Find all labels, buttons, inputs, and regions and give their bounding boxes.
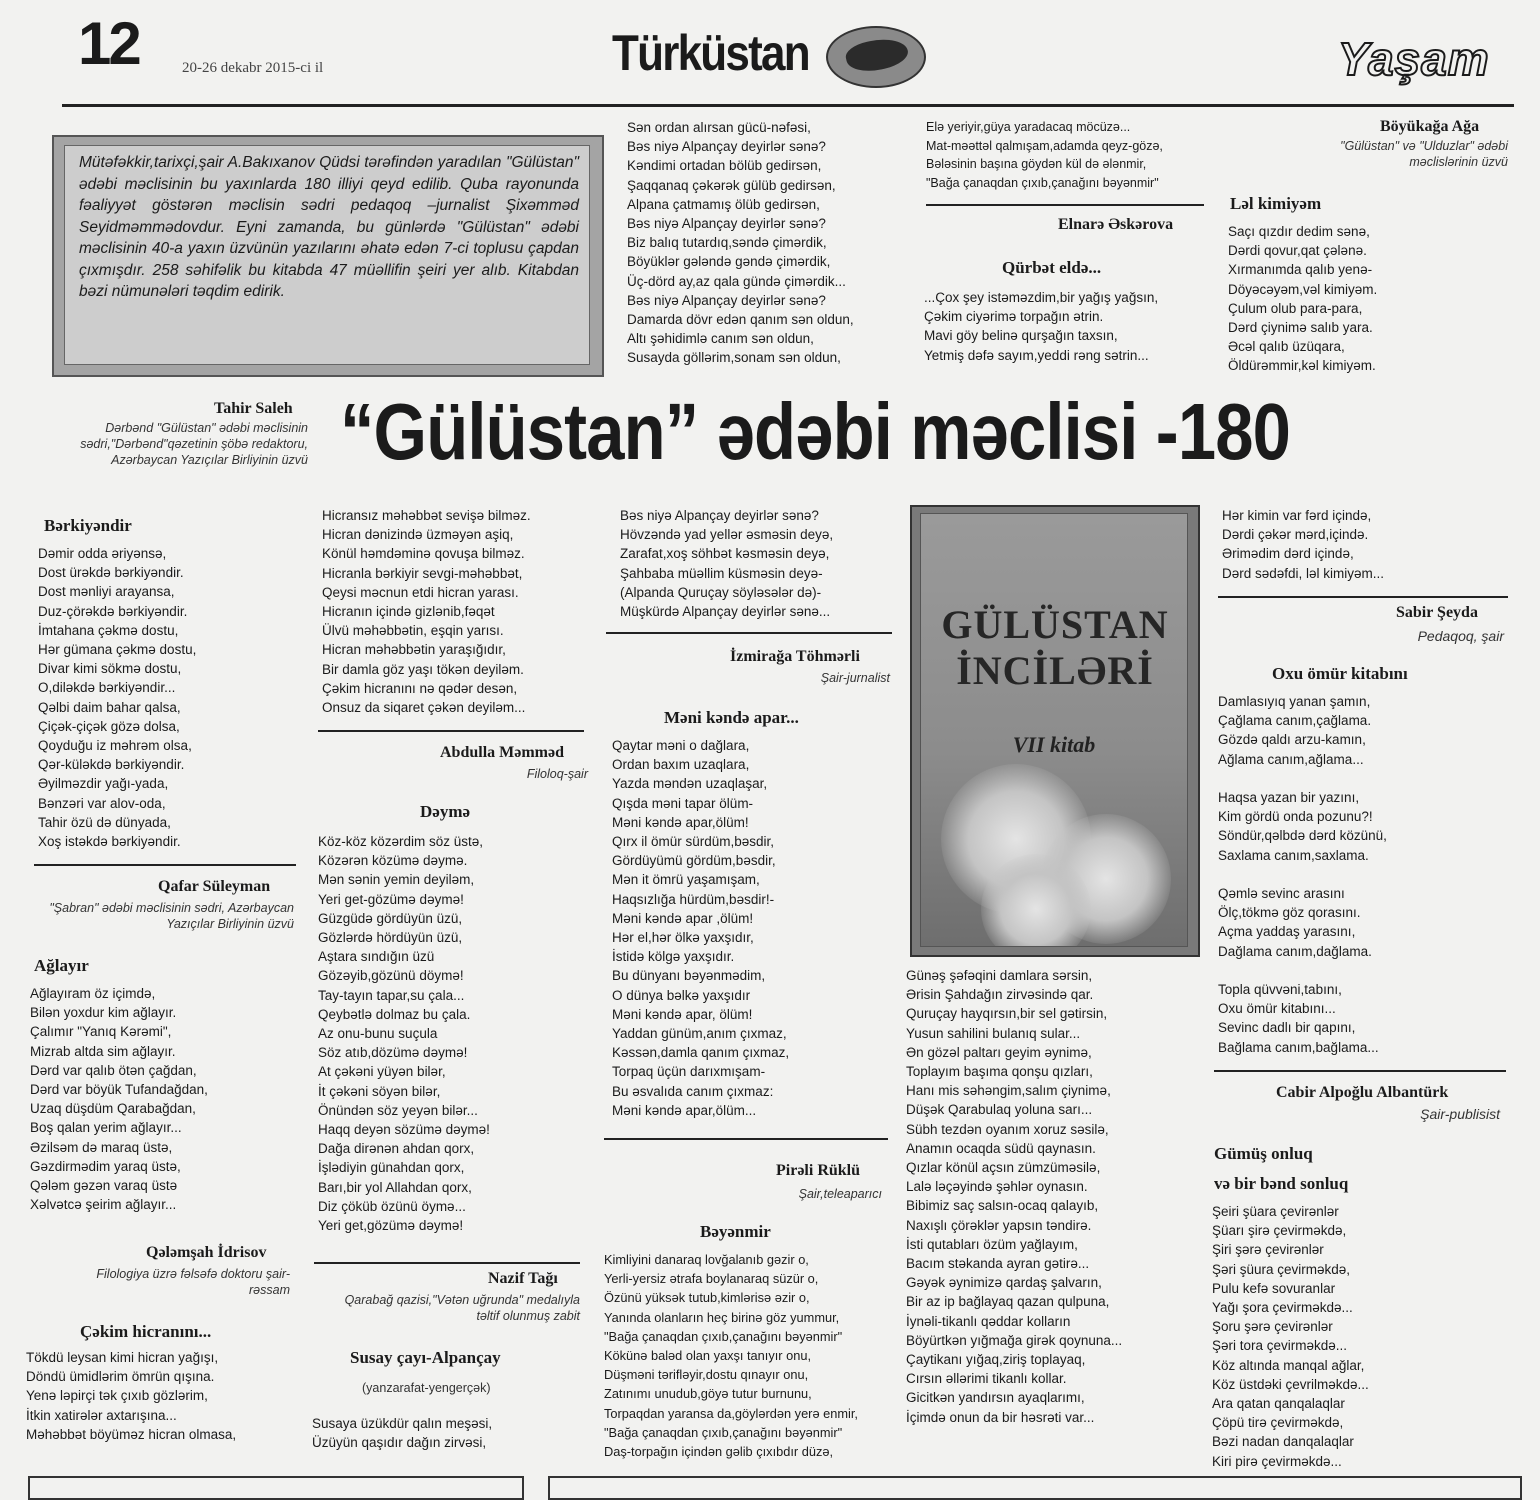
top-col3-poem — [627, 118, 854, 368]
poem-line: İtkin xatirələr axtarışına... — [26, 1407, 177, 1423]
poem-line: Bənzəri var alov-oda, — [38, 795, 166, 811]
poem-line: Qışda məni tapar ölüm- — [612, 795, 754, 811]
intro-box — [52, 135, 604, 377]
poem-line: Söndür,qəlbdə dərd közünü, — [1218, 828, 1387, 844]
poem-line: Anamın ocaqda südü qaynasın. — [906, 1140, 1096, 1156]
poem-title: Bəyənmir — [700, 1222, 771, 1241]
poem-line: Yazda məndən uzaqlaşar, — [612, 776, 768, 792]
book-title: GÜLÜSTAN İNCİLƏRİ — [941, 602, 1169, 693]
poem-line: Üç-dörd ay,az qala gündə çimərdik... — [627, 273, 846, 289]
author-role: "Şabran" ədəbi məclisinin sədri, Azərbaycan Yazıçılar Birliyinin üzvü — [49, 901, 294, 931]
poem-line: Dağlama canım,dağlama. — [1218, 943, 1372, 959]
poem-body — [604, 1250, 858, 1461]
poem-line: Sən ordan alırsan gücü-nəfəsi, — [627, 120, 811, 135]
author-name: Cabir Alpoğlu Albantürk — [1276, 1084, 1449, 1101]
author-role: Filoloq-şair — [526, 767, 588, 781]
poem-line: Dərd çiynimə salıb yara. — [1228, 320, 1373, 336]
poem-line: (Alpanda Quruçay söyləsələr də)- — [620, 584, 822, 600]
poem-line: Önündən söz yeyən bilər... — [318, 1102, 478, 1118]
poem-line: Hicranla bərkiyir sevgi-məhəbbət, — [322, 565, 523, 581]
author-name: İzmirağa Töhmərli — [730, 648, 860, 665]
poem-line: Gördüyümü gördüm,bəsdir, — [612, 853, 776, 869]
poem-line: Dost ürəkdə bərkiyəndir. — [38, 565, 184, 581]
author-name: Tahir Saleh — [214, 400, 293, 417]
poem-line: Dost mənliyi arayansa, — [38, 584, 175, 600]
poem-line: Müşkürdə Alpançay deyirlər sənə... — [620, 604, 831, 620]
poem-title: Dəymə — [420, 802, 471, 821]
author-name: Nazif Tağı — [488, 1270, 558, 1287]
divider — [1214, 1070, 1506, 1072]
poem-line: Quruçay hayqırsın,bir sel gətirsin, — [906, 1006, 1108, 1022]
poem-line: O,diləkdə bərkiyəndir... — [38, 680, 176, 696]
poem-line: Böyürtkən yığmağa girək qoynuna... — [906, 1332, 1123, 1348]
poem-line: Bəs niyə Alpançay deyirlər sənə? — [627, 292, 826, 308]
poem-line: Mat-məəttəl qalmışam,adamda qeyz-gözə, — [926, 138, 1163, 153]
poem-subtitle: (yanzarafat-yengerçək) — [362, 1381, 491, 1395]
poem-line: Yeri get-gözümə dəymə! — [318, 891, 464, 907]
poem-line: Bu dünyanı bəyənmədim, — [612, 968, 766, 984]
divider — [314, 1262, 580, 1264]
poem-line: Qızlar könül açsın zümzüməsilə, — [906, 1160, 1101, 1176]
poem-line: Şəri tora çevirməkdə... — [1212, 1338, 1348, 1354]
poem-line: Hər gümana çəkmə dostu, — [38, 642, 197, 658]
poem-line: Köz-köz közərdim söz üstə, — [318, 834, 484, 849]
poem-line: Biz balıq tutardıq,səndə çimərdik, — [627, 235, 827, 251]
poem-line: Məni kəndə apar ,ölüm! — [612, 910, 754, 926]
poem-line: Çiçək-çiçək gözə dolsa, — [38, 718, 180, 734]
bottom-ad-box — [548, 1476, 1522, 1500]
poem-line: Xoş istəkdə bərkiyəndir. — [38, 834, 181, 850]
poem-line: Hanı mis səhəngim,salım çiynimə, — [906, 1083, 1111, 1099]
divider — [606, 632, 892, 634]
poem-line: Daş-torpağın içindən gəlib çıxıbdır düzə, — [604, 1444, 834, 1460]
poem-line: O dünya bəlkə yaxşıdır — [612, 987, 751, 1003]
poem-line: Kəndimi ortadan bölüb gedirsən, — [627, 158, 822, 174]
poem-line: Gözlərdə hördüyün üzü, — [318, 930, 463, 946]
poem-line: Damlasıyıq yanan şamın, — [1218, 694, 1371, 709]
poem-line: Ən gözəl paltarı geyim əynimə, — [906, 1044, 1092, 1060]
poem-line: Bibimiz saç salsın-ocaq qalayıb, — [906, 1198, 1099, 1214]
poem-line: Günəş şəfəqini damlara sərsin, — [906, 968, 1093, 983]
poem-line: Torpaq üçün darıxmışam- — [612, 1064, 766, 1080]
poem-line: "Bağa çanaqdan çıxıb,çanağını bəyənmir" — [604, 1424, 843, 1440]
poem-line: Kimliyini danaraq lovğalanıb gəzir o, — [604, 1252, 809, 1267]
header-rule — [62, 104, 1514, 107]
poem-line: Qeybətlə dolmaz bu çala. — [318, 1006, 471, 1022]
poem-body — [620, 506, 833, 621]
poem-line: Çəkim ciyərimə torpağın ətrin. — [924, 309, 1104, 325]
poem-line: Mən sənin yemin deyiləm, — [318, 872, 475, 888]
poem-line: Boş qalan yerim ağlayır... — [30, 1120, 182, 1136]
poem-line: Bu əsvalıda canım çıxmaz: — [612, 1083, 774, 1099]
poem-line: Sevinc dadlı bir qapını, — [1218, 1020, 1356, 1036]
author-name: Abdulla Məmməd — [440, 744, 564, 761]
poem-title: Çəkim hicranını... — [80, 1322, 212, 1341]
poem-line: Bağlama canım,bağlama... — [1218, 1039, 1379, 1055]
poem-line: Çulum olub para-para, — [1228, 300, 1363, 316]
bottom-ad-box — [28, 1476, 524, 1500]
poem-line: Yusun sahilini bulanıq sular... — [906, 1025, 1081, 1041]
section-title: Yaşam — [1338, 33, 1490, 85]
top-col4-lines — [926, 118, 1163, 192]
poem-line: Qəmlə sevinc arasını — [1218, 886, 1345, 902]
poem-line: Sübh tezdən oyanım xoruz səsilə, — [906, 1121, 1109, 1137]
poem-line: Kiri pirə çevirməkdə... — [1212, 1453, 1342, 1469]
author-name: Pirəli Rüklü — [776, 1162, 861, 1179]
poem-body — [906, 966, 1122, 1427]
poem-line: Əzilsəm də maraq üstə, — [30, 1139, 173, 1155]
poem-line: Qoyduğu iz məhrəm olsa, — [38, 738, 192, 754]
poem-line: Bacım stəkanda ayran gətirə... — [906, 1256, 1090, 1272]
poem-line: Altı şəhidimlə canım sən oldun, — [627, 331, 814, 347]
poem-line: İşlədiyin günahdan qorx, — [318, 1160, 465, 1176]
poem-body — [312, 1414, 492, 1452]
divider — [1218, 596, 1508, 598]
poem-line: İt çəkəni söyən bilər, — [318, 1083, 441, 1099]
poem-line: Məni kəndə apar, ölüm! — [612, 1006, 753, 1022]
poem-body — [322, 506, 531, 717]
poem-line: Gicitkən yandırsın ayaqlarımı, — [906, 1390, 1085, 1406]
poem-line: Açma yaddaş yarasını, — [1218, 924, 1356, 940]
poem-line: Böyüklər gələndə gəndə çimərdik, — [627, 254, 831, 270]
poem-line: Bələsinin başına göydən kül də ələnmir, — [926, 157, 1147, 171]
issue-date: 20-26 dekabr 2015-ci il — [182, 60, 324, 76]
divider — [34, 864, 296, 866]
poem-line: Gəzdirmədim yaraq üstə, — [30, 1158, 181, 1174]
poem-line: "Bağa çanaqdan çıxıb,çanağını bəyənmir" — [926, 175, 1159, 190]
book-subtitle: VII kitab — [1012, 732, 1096, 757]
poem-line: Uzaq düşdüm Qarabağdan, — [30, 1101, 196, 1117]
newspaper-name: Türküstan — [612, 25, 809, 81]
poem-line: Hicran məhəbbətin yaraşığıdır, — [322, 642, 506, 658]
poem-line: Torpaqdan yaransa da,göylərdən yerə enmir, — [604, 1405, 858, 1421]
poem-line: İçimdə onun da bir həsrəti var... — [906, 1409, 1095, 1425]
poem-line: Mavi göy belinə qurşağın taxsın, — [924, 328, 1118, 344]
poem-line: Şaqqanaq çəkərək gülüb gedirsən, — [627, 177, 836, 193]
poem-line: Bəzi nadan danqalaqlar — [1212, 1434, 1354, 1450]
poem-line: Şeiri şüara çevirənlər — [1212, 1204, 1339, 1219]
author-role: Şair,teleaparıcı — [798, 1187, 882, 1201]
poem-line: Alpana çatmamış ölüb gedirsən, — [627, 196, 820, 212]
poem-line: Hövzəndə yad yellər əsməsin deyə, — [620, 527, 834, 543]
poem-line: Qər-küləkdə bərkiyəndir. — [38, 757, 185, 773]
poem-line: Əcəl qalıb üzüqara, — [1228, 339, 1345, 355]
poem-line: Dərdi çəkər mərd,içində. — [1222, 527, 1369, 543]
poem-line: Çəkim hicranını nə qədər desən, — [322, 680, 518, 696]
poem-line: Lalə ləçəyində şəhlər oynasın. — [906, 1179, 1088, 1195]
author-role: Filologiya üzrə fəlsəfə doktoru şair-rəssam — [96, 1267, 290, 1297]
poem-line: Qəlbi daim bahar qalsa, — [38, 699, 181, 715]
poem-line: Haqsa yazan bir yazını, — [1218, 790, 1360, 806]
author-name: Qafar Süleyman — [158, 878, 271, 895]
poem-line: Qaytar məni o dağlara, — [612, 738, 750, 753]
poem-line: Hər el,hər ölkə yaxşıdır, — [612, 930, 754, 946]
poem-line: Ərimədim dərd içində, — [1222, 546, 1354, 562]
poem-line: Tahir özü də dünyada, — [38, 814, 171, 830]
poem-line: Kəssən,damla qanım çıxmaz, — [612, 1045, 790, 1061]
poem-line: Bəs niyə Alpançay deyirlər sənə? — [627, 139, 826, 155]
poem-line: Pulu kefə sovuranlar — [1212, 1280, 1336, 1296]
page-number: 12 — [78, 10, 139, 77]
poem-title: Ləl kimiyəm — [1230, 194, 1322, 213]
poem-line: Şəri şüura çevirməkdə, — [1212, 1261, 1351, 1277]
poem-line: Ərisin Şahdağın zirvəsində qar. — [906, 987, 1094, 1003]
poem-line: İsti qutabları özüm yağlayım, — [906, 1236, 1078, 1252]
poem-line: Saçı qızdır dedim sənə, — [1228, 224, 1370, 239]
poem-line: Döndü ümidlərim ömrün qışına. — [26, 1369, 215, 1385]
poem-line: Bəs niyə Alpançay deyirlər sənə? — [620, 508, 819, 523]
poem-line: Zatınımı unudub,göyə tutur burnunu, — [604, 1386, 812, 1402]
poem-line: Qeysi məcnun etdi hicran yarası. — [322, 584, 519, 600]
poem-body — [318, 832, 490, 1235]
author-role: Pedaqoq, şair — [1417, 628, 1504, 644]
poem-line: İmtahana çəkmə dostu, — [38, 622, 179, 638]
author-role: Qarabağ qazisi,"Vətən uğrunda" medalıyla təltif olunmuş zabit — [344, 1293, 580, 1323]
poem-line: Dəmir odda əriyənsə, — [38, 546, 167, 561]
poem-line: Qırx il ömür sürdüm,bəsdir, — [612, 834, 775, 850]
poem-line: Qələm gəzən varaq üstə — [30, 1178, 178, 1194]
poem-line: İynəli-tikanlı qəddar kolların — [906, 1313, 1071, 1329]
poem-title: Gümüş onluq — [1214, 1144, 1313, 1163]
author-name: Qələmşah İdrisov — [146, 1244, 267, 1261]
poem-line: Az onu-bunu suçula — [318, 1026, 438, 1042]
poem-line: Yeri get,gözümə dəymə! — [318, 1218, 464, 1234]
poem-line: Ordan baxım uzaqlara, — [612, 757, 750, 773]
poem-line: Çöpü tirə çevirməkdə, — [1212, 1415, 1344, 1431]
poem-line: Şüarı şirə çevirməkdə, — [1212, 1223, 1347, 1239]
poem-line: Topla qüvvəni,tabını, — [1218, 982, 1342, 998]
author-role: Dərbənd "Gülüstan" ədəbi məclisinin sədri,"Dərbənd"qəzetinin şöbə redaktoru, Azərbaycan Yazıçılar Birliyinin üzvü — [80, 421, 308, 467]
poem-body — [26, 1348, 236, 1444]
poem-body — [30, 984, 208, 1214]
poem-line: Yenə ləpirçi tək çıxıb gözlərim, — [26, 1388, 208, 1404]
poem-line: Özünü yüksək tutub,kimlərisə əzir o, — [604, 1290, 810, 1306]
poem-line: Aştara sındığın üzü — [318, 949, 435, 965]
poem-line: Haqq deyən sözümə dəymə! — [318, 1122, 490, 1138]
poem-line: At çəkəni yüyən bilər, — [318, 1064, 446, 1080]
poem-line: Gözəyib,gözünü döymə! — [318, 968, 464, 984]
poem-body — [1222, 506, 1384, 583]
poem-line: Dağa dirənən ahdan qorx, — [318, 1141, 475, 1157]
poem-line: Közərən közümə dəymə. — [318, 853, 468, 869]
poem-line: Söz atıb,dözümə dəymə! — [318, 1045, 468, 1061]
poem-line: Hər kimin var fərd içində, — [1222, 508, 1372, 523]
poem-line: Düşməni tərifləyir,dostu qınayır onu, — [604, 1367, 809, 1383]
main-headline: “Gülüstan” ədəbi məclisi -180 — [340, 387, 1291, 476]
divider — [604, 1138, 888, 1140]
poem-line: Mən it ömrü yaşamışam, — [612, 872, 760, 888]
poem-line: Könül həmdəminə qovuşa bilməz. — [322, 546, 525, 562]
poem-line — [1218, 961, 1387, 980]
poem-line: Dərd var qalıb ötən çağdan, — [30, 1062, 197, 1078]
poem-line: Saxlama canım,saxlama. — [1218, 847, 1369, 863]
poem-line: Ülvü məhəbbətin, eşqin yarısı. — [322, 623, 504, 639]
poem-line: Onsuz da siqaret çəkən deyiləm... — [322, 700, 526, 716]
poem-line: Naxışlı çörəklər yapsın təndirə. — [906, 1217, 1092, 1233]
book-cover-image — [910, 505, 1200, 957]
poem-line: Bir damla göz yaşı tökən deyiləm. — [322, 661, 524, 677]
poem-line: Çağlama canım,çağlama. — [1218, 713, 1372, 729]
poem-line: Tökdü leysan kimi hicran yağışı, — [26, 1350, 219, 1365]
poem-line: Yanında olanların heç birinə göz yummur, — [604, 1309, 840, 1325]
poem-line: ...Çox şey istəməzdim,bir yağış yağsın, — [924, 290, 1159, 305]
poem-line: Cırsın əllərimi tikanlı kollar. — [906, 1371, 1067, 1387]
poem-line: Ölç,tökmə göz qorasını. — [1218, 905, 1361, 921]
poem-line: Mizrab altda sim ağlayır. — [30, 1043, 176, 1059]
poem-body — [38, 544, 196, 851]
intro-text: Mütəfəkkir,tarixçi,şair A.Bakıxanov Qüdsi tərəfindən yaradılan "Gülüstan" ədəbi məclisinin bu yaxınlarda 180 illiyi qeyd edilib. Quba rayonunda fəaliyyət göstərən məclisin sədri pedaqoq –jurnalist Şixəmməd Seyidməmmədovdur. Eyni zamanda, bu günlərdə "Gülüstan" ədəbi məclisinin 40-a yaxın üzvünün yazılarını əhatə edən 7-ci toplusu çapdan çıxmışdır. 258 səhifəlik bu kitabda 47 müəllifin şeiri yer alıb. Kitabdan bəzi nümunələri təqdim edirik. — [79, 154, 579, 300]
author-role: Şair-jurnalist — [820, 671, 890, 685]
poem-line: Ara qatan qanqalaqlar — [1212, 1396, 1345, 1412]
poem-line: Çaytikanı yığaq,ziriş toplayaq, — [906, 1352, 1086, 1368]
poem-line: Duz-çörəkdə bərkiyəndir. — [38, 603, 188, 619]
poem-line: Məhəbbət böyüməz hicran olmasa, — [26, 1426, 237, 1442]
poem-title: Ağlayır — [34, 956, 89, 975]
top-col4-poem — [924, 288, 1158, 365]
poem-line: Yerli-yersiz ətrafa boylanaraq süzür o, — [604, 1271, 819, 1287]
poem-line: Çalımır "Yanıq Kərəmi", — [30, 1024, 172, 1040]
poem-line: Öldürəmmir,kəl kimiyəm. — [1228, 358, 1376, 374]
poem-line: Hicranın içində gizlənib,fəqət — [322, 604, 495, 620]
divider — [926, 204, 1204, 206]
poem-line: Məni kəndə apar,ölüm! — [612, 814, 749, 830]
poem-line: Hicransız məhəbbət sevişə bilməz. — [322, 508, 531, 523]
author-role: "Gülüstan" və "Ulduzlar" ədəbi məclislərinin üzvü — [1340, 139, 1508, 169]
poem-line: Yağı şora çevirməkdə... — [1212, 1300, 1353, 1316]
poem-line: "Bağa çanaqdan çıxıb,çanağını bəyənmir" — [604, 1328, 843, 1344]
poem-line: Gəyək əynimizə qardaş şalvarın, — [906, 1275, 1102, 1291]
poem-line: Diz çöküb özünü öymə... — [318, 1198, 466, 1214]
poem-line: Barı,bir yol Allahdan qorx, — [318, 1179, 472, 1195]
poem-line: İstidə kölgə yaxşıdır. — [612, 949, 735, 965]
poem-title: Bərkiyəndir — [44, 516, 132, 535]
poem-line: Dərd sədəfdi, ləl kimiyəm... — [1222, 565, 1385, 581]
poem-title: Qürbət eldə... — [1002, 258, 1102, 277]
poem-line: Xırmanımda qalıb yenə- — [1228, 262, 1373, 278]
poem-line: Bilən yoxdur kim ağlayır. — [30, 1005, 177, 1021]
author-name: Böyükağa Ağa — [1380, 118, 1480, 135]
poem-line: Dərd var böyük Tufandağdan, — [30, 1082, 208, 1098]
poem-line: Dərdi qovur,qat çələnə. — [1228, 243, 1367, 259]
poem-line: Haqsızlığa hürdüm,bəsdir!- — [612, 891, 775, 907]
poem-line: Ağlama canım,ağlama... — [1218, 751, 1364, 767]
poem-line: Kökünə baləd olan yaxşı tanıyır onu, — [604, 1348, 812, 1364]
poem-body — [1218, 692, 1387, 1057]
poem-line: Bir az ip bağlayaq qazan qulpuna, — [906, 1294, 1110, 1310]
poem-title: Oxu ömür kitabını — [1272, 664, 1408, 683]
globe-logo-icon — [826, 26, 926, 88]
poem-body — [1212, 1202, 1369, 1471]
poem-line: Üzüyün qaşıdır dağın zirvəsi, — [312, 1435, 487, 1451]
poem-line: Damarda dövr edən qanım sən oldun, — [627, 312, 854, 328]
poem-line: Susaya üzükdür qalın meşəsi, — [312, 1416, 493, 1431]
poem-line: Toplayım başıma qonşu qızları, — [906, 1064, 1093, 1080]
poem-line: Şahbaba müəllim küsməsin deyə- — [620, 565, 823, 581]
poem-title: Məni kəndə apar... — [664, 708, 799, 727]
poem-line: Xəlvətcə şeirim ağlayır... — [30, 1197, 177, 1213]
poem-line: Gözdə qaldı arzu-kamın, — [1218, 732, 1366, 748]
poem-body — [612, 736, 789, 1120]
poem-line: Bəs niyə Alpançay deyirlər sənə? — [627, 216, 826, 232]
poem-line: Güzgüdə gördüyün üzü, — [318, 910, 463, 926]
poem-line: Düşək Qarabulaq yoluna sarı... — [906, 1102, 1093, 1118]
poem-line: Hicran dənizində üzməyən aşiq, — [322, 527, 514, 543]
poem-line: Köz üstdəki çevrilməkdə... — [1212, 1376, 1369, 1392]
poem-line: Susayda göllərim,sonam sən oldun, — [627, 350, 841, 366]
poem-line: Oxu ömür kitabını... — [1218, 1001, 1336, 1017]
poem-line: Yaddan günüm,anım çıxmaz, — [612, 1026, 787, 1042]
poem-line: Məni kəndə apar,ölüm... — [612, 1102, 757, 1118]
author-role: Şair-publisist — [1420, 1106, 1500, 1122]
poem-line — [1218, 865, 1387, 884]
poem-line: Zarafat,xoş söhbət kəsməsin deyə, — [620, 546, 830, 562]
poem-title: Susay çayı-Alpançay — [350, 1348, 501, 1367]
poem-line: Elə yeriyir,güya yaradacaq möcüzə... — [926, 120, 1131, 134]
divider — [318, 730, 584, 732]
poem-line: Köz altında manqal ağlar, — [1212, 1357, 1365, 1373]
poem-line: Yetmiş dəfə sayım,yeddi rəng sətrin... — [924, 347, 1149, 363]
poem-line: Əyilməzdir yağı-yada, — [38, 776, 169, 792]
poem-line: Şoru şərə çevirənlər — [1212, 1319, 1333, 1335]
author-name: Sabir Şeyda — [1396, 604, 1478, 621]
poem-line: Şiri şərə çevirənlər — [1212, 1242, 1324, 1258]
top-col5-poem — [1228, 222, 1377, 376]
poem-line: Döyəcəyəm,vəl kimiyəm. — [1228, 281, 1378, 297]
poem-line — [1218, 769, 1387, 788]
author-name: Elnarə Əskərova — [1058, 216, 1174, 233]
poem-title-line2: və bir bənd sonluq — [1214, 1174, 1349, 1193]
poem-line: Kim gördü onda pozunu?! — [1218, 809, 1373, 825]
poem-line: Ağlayıram öz içimdə, — [30, 986, 156, 1001]
poem-line: Divar kimi sökmə dostu, — [38, 661, 182, 677]
poem-line: Tay-tayın tapar,su çala... — [318, 987, 465, 1003]
